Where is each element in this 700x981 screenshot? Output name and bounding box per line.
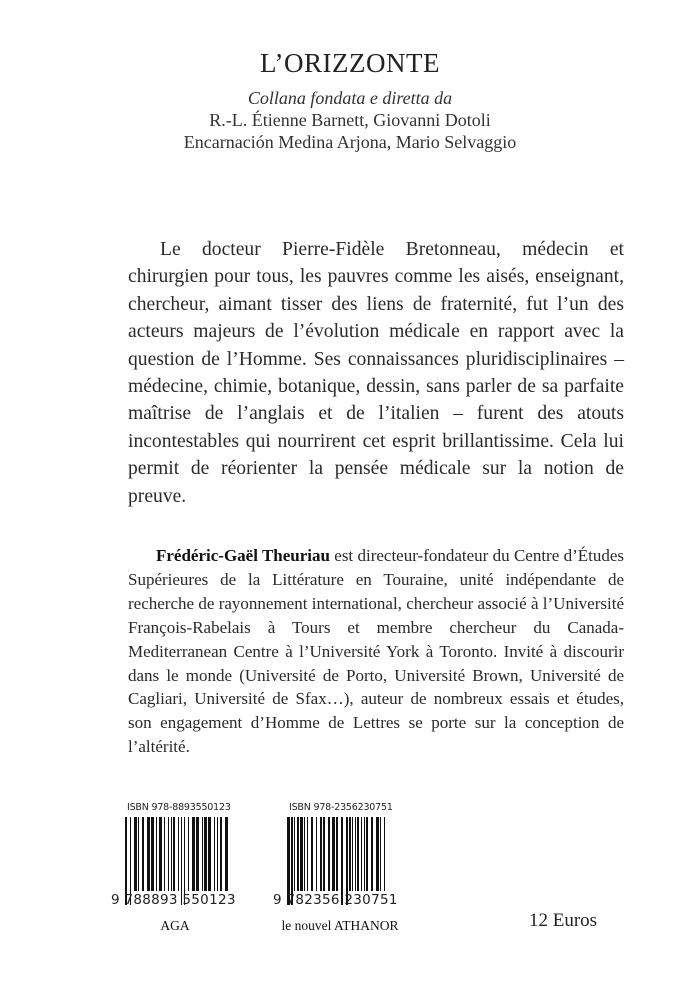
author-bio [128,544,624,759]
barcode-aga [111,802,236,908]
isbn-label: ISBN 978-8893550123 [127,802,231,813]
price: 12 Euros [529,910,598,931]
series-directors-line1: R.-L. Étienne Barnett, Giovanni Dotoli [209,110,491,130]
series-title: L’ORIZZONTE [260,48,440,78]
isbn-digits: 9 788893 550123 [111,892,236,908]
author-bio-text: est directeur-fondateur du Centre d’Études Supérieures de la Littérature en Touraine, unité indépendante de recherche de rayonnement international, chercheur associé à l’Université François-Rabelais à Tours et membre chercheur du Canada-Mediterranean Centre à l’Université York à Toronto. Invité à discourir dans le monde (Université de Porto, Université Brown, Université de Cagliari, Université de Sfax…), auteur de nombreux essais et études, son engagement d’Homme de Lettres se porte sur la conception de l’altérité. [128,546,624,757]
isbn-digits: 9 782356 230751 [273,892,398,908]
series-directors-line2: Encarnación Medina Arjona, Mario Selvaggio [183,132,517,152]
publisher-athanor: le nouvel ATHANOR [281,918,399,933]
isbn-label: ISBN 978-2356230751 [289,802,393,813]
publisher-aga: AGA [160,918,190,933]
series-subtitle: Collana fondata e diretta da [247,88,453,108]
author-name: Frédéric-Gaël Theuriau [156,546,330,565]
book-blurb: Le docteur Pierre-Fidèle Bretonneau, médecin et chirurgien pour tous, les pauvres comme les aisés, enseignant, chercheur, aimant tisser des liens de fraternité, fut l’un des acteurs majeurs de l’évolution médicale en rapport avec la question de l’Homme. Ses connaissances pluridisciplinaires – médecine, chimie, botanique, dessin, sans parler de sa parfaite maîtrise de l’anglais et de l’italien – furent des atouts incontestables qui nourrirent cet esprit brillantissime. Cela lui permit de réorienter la pensée médicale sur la notion de preuve. [128,239,624,507]
barcode-athanor [273,802,398,908]
